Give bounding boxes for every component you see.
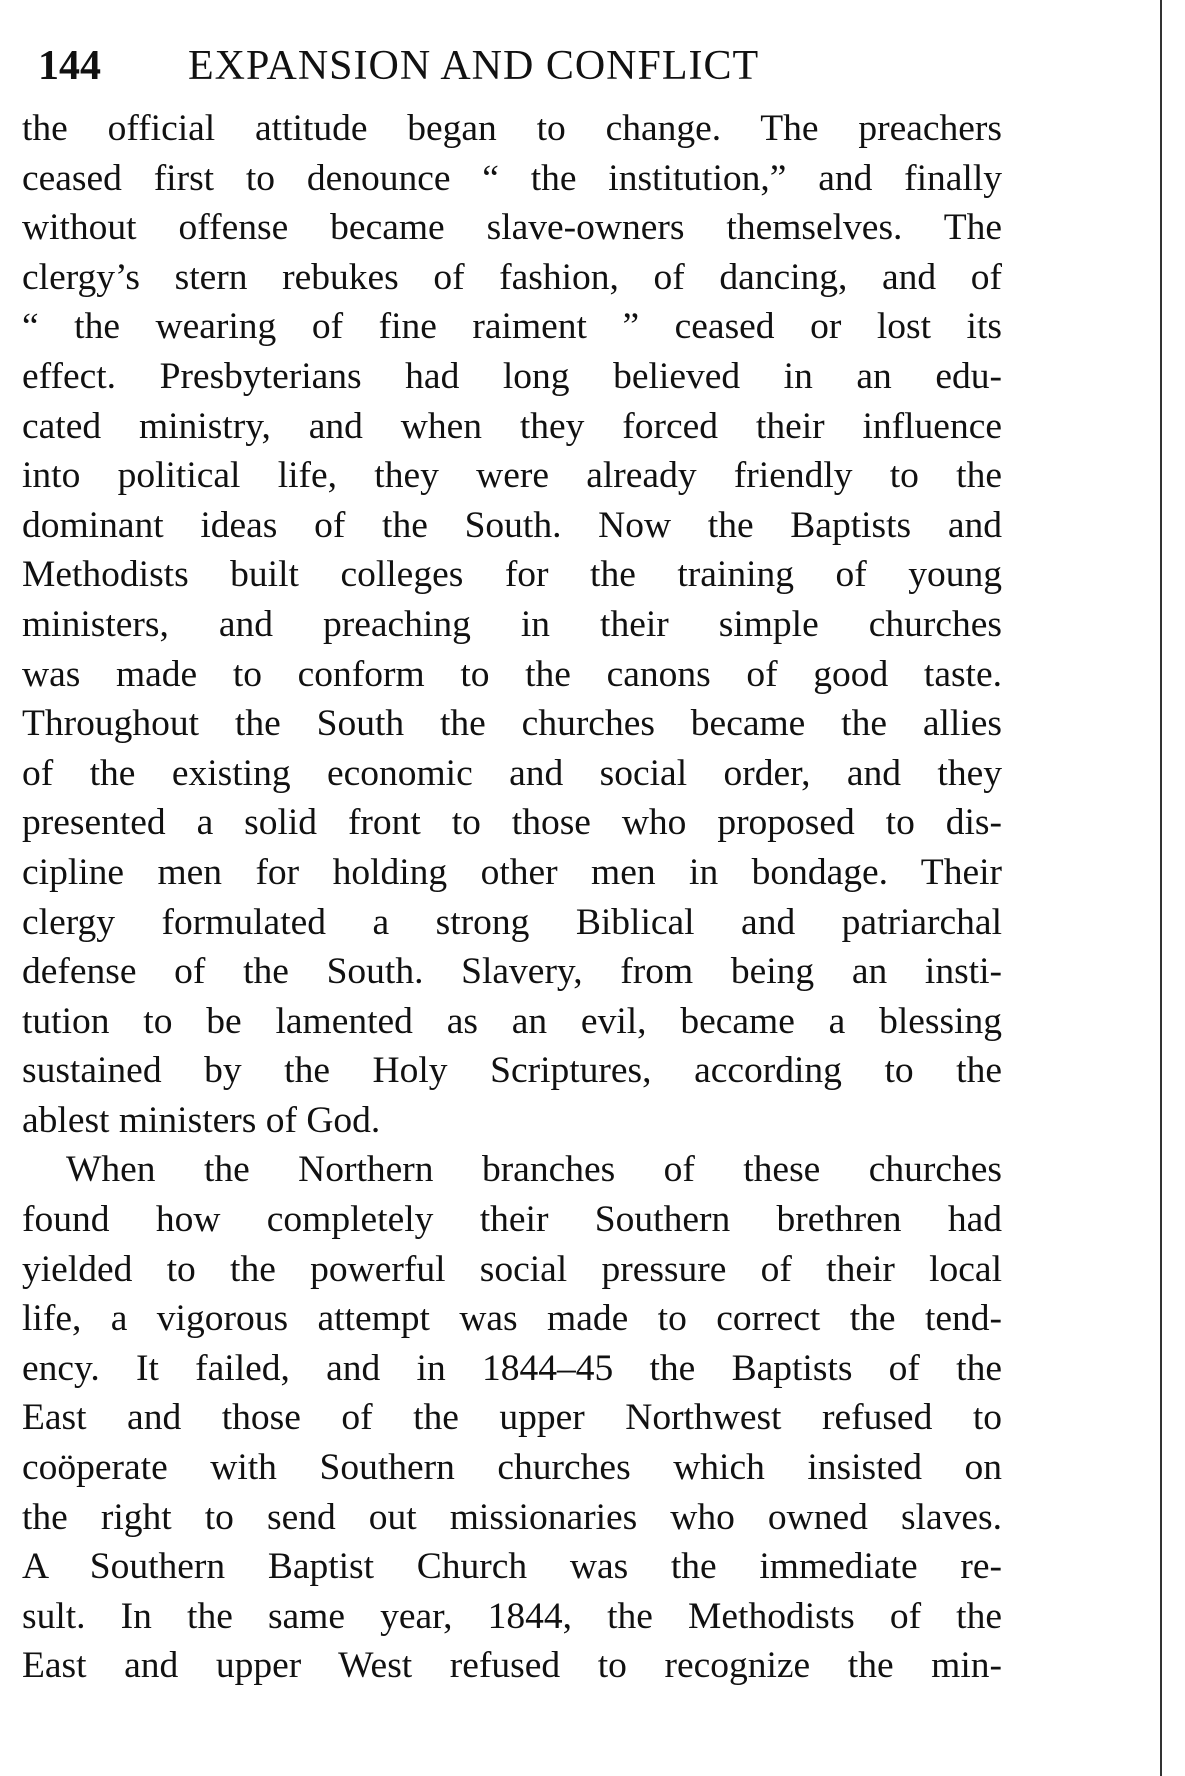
text-line: East and upper West refused to recognize the min- [22,1645,1002,1687]
text-line: sult. In the same year, 1844, the Methodists of the [22,1595,1002,1637]
text-line: effect. Presbyterians had long believed in an edu- [22,355,1002,397]
text-line: Methodists built colleges for the training of young [22,554,1002,596]
text-line: defense of the South. Slavery, from being an insti- [22,951,1002,993]
text-line: cated ministry, and when they forced their influence [22,405,1002,447]
text-line: cipline men for holding other men in bondage. Their [22,851,1002,893]
page-number: 144 [38,43,101,89]
book-title: EXPANSION AND CONFLICT [188,43,760,89]
text-line: “ the wearing of fine raiment ” ceased or lost its [22,306,1002,348]
text-line: sustained by the Holy Scriptures, according to the [22,1050,1002,1092]
text-line: tution to be lamented as an evil, became a blessing [22,1000,1002,1042]
text-line: ministers, and preaching in their simple churches [22,603,1002,645]
text-line: ceased first to denounce “ the institution,” and finally [22,157,1002,199]
text-line: the official attitude began to change. The preachers [22,108,1002,149]
text-line: the right to send out missionaries who owned slaves. [22,1496,1002,1538]
text-line: of the existing economic and social order, and they [22,752,1002,794]
text-line: A Southern Baptist Church was the immediate re- [22,1546,1002,1588]
running-head [38,36,998,96]
text-line: yielded to the powerful social pressure of their local [22,1248,1002,1290]
body-text [22,104,1002,1691]
text-line: ency. It failed, and in 1844–45 the Baptists of the [22,1347,1002,1389]
text-line: without offense became slave-owners themselves. The [22,207,1002,249]
text-line: dominant ideas of the South. Now the Baptists and [22,504,1002,546]
text-line-paragraph-end: ablest ministers of God. [22,1099,381,1141]
text-line: life, a vigorous attempt was made to correct the tend- [22,1298,1002,1340]
text-line: Throughout the South the churches became the allies [22,703,1002,745]
text-line-paragraph-start: When the Northern branches of these churches [66,1149,1002,1191]
text-line: clergy formulated a strong Biblical and patriarchal [22,901,1002,943]
text-line: East and those of the upper Northwest refused to [22,1397,1002,1439]
text-line: found how completely their Southern brethren had [22,1199,1002,1241]
text-line: coöperate with Southern churches which insisted on [22,1447,1002,1489]
text-line: clergy’s stern rebukes of fashion, of dancing, and of [22,256,1002,298]
text-line: was made to conform to the canons of good taste. [22,653,1002,695]
text-line: presented a solid front to those who proposed to dis- [22,802,1002,844]
text-line: into political life, they were already friendly to the [22,455,1002,497]
page-edge-line [1160,0,1162,1776]
